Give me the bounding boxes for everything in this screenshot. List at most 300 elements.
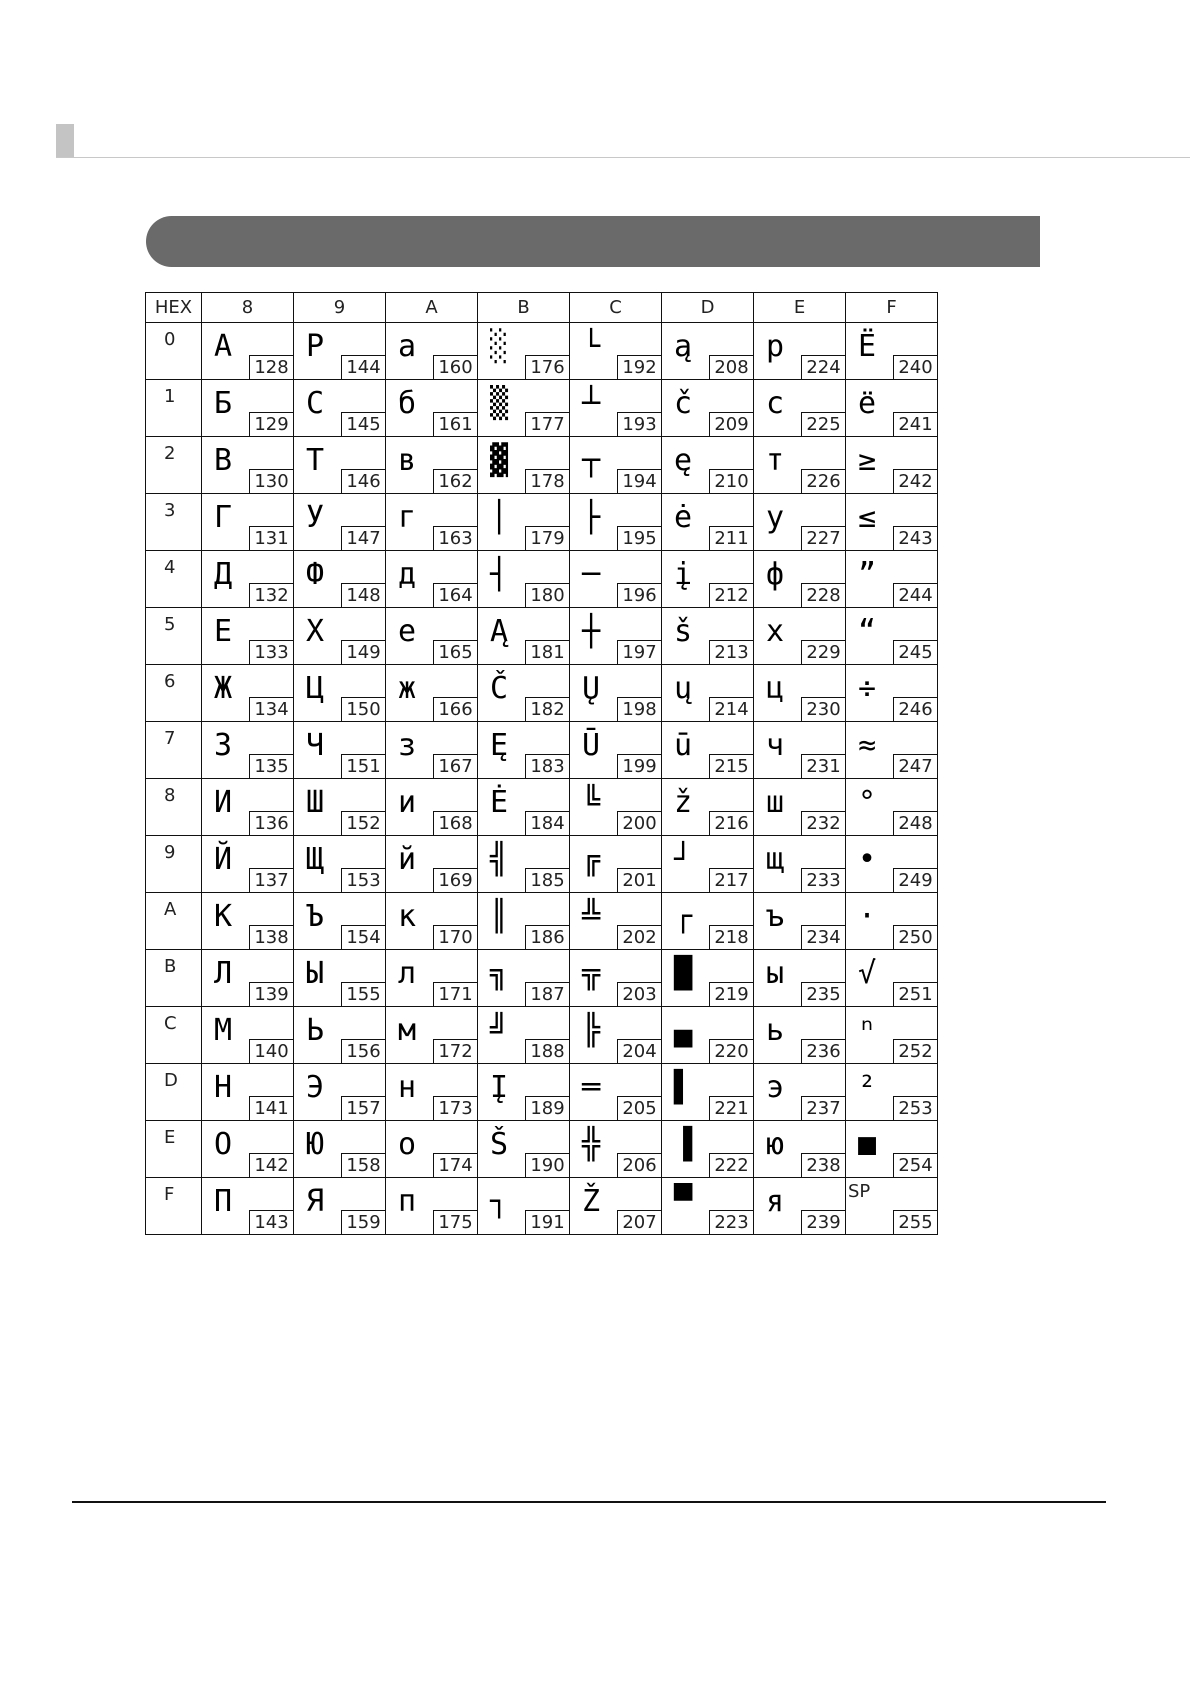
header-row — [146, 293, 938, 323]
char-cell — [662, 1178, 754, 1235]
char-code: 133 — [249, 640, 293, 664]
char-glyph: Н — [214, 1070, 233, 1105]
char-code: 132 — [249, 583, 293, 607]
char-cell — [662, 608, 754, 665]
char-code: 217 — [709, 868, 753, 892]
char-code: 237 — [801, 1096, 845, 1120]
char-glyph: ╣ — [490, 842, 509, 877]
char-glyph: Х — [306, 614, 325, 649]
char-glyph: Ą — [490, 614, 509, 649]
char-cell — [202, 1064, 294, 1121]
char-glyph: Ė — [490, 785, 509, 820]
char-cell — [570, 1121, 662, 1178]
char-glyph: Ф — [306, 557, 325, 592]
char-cell — [294, 779, 386, 836]
char-code: 171 — [433, 982, 477, 1006]
char-glyph: Й — [214, 842, 233, 877]
row-hex-label: 2 — [164, 443, 176, 464]
char-code: 215 — [709, 754, 753, 778]
char-code: 146 — [341, 469, 385, 493]
char-code: 164 — [433, 583, 477, 607]
char-glyph: │ — [490, 500, 509, 535]
char-glyph: į — [674, 557, 693, 592]
char-cell — [754, 836, 846, 893]
char-glyph: ф — [766, 557, 785, 592]
char-cell — [202, 722, 294, 779]
char-cell — [570, 1007, 662, 1064]
char-cell — [662, 893, 754, 950]
char-glyph: ┬ — [582, 443, 601, 478]
table-row — [146, 893, 938, 950]
char-glyph: ╦ — [582, 956, 601, 991]
char-code: 144 — [341, 355, 385, 379]
char-code: 223 — [709, 1210, 753, 1234]
char-code: 236 — [801, 1039, 845, 1063]
char-code: 179 — [525, 526, 569, 550]
char-code: 214 — [709, 697, 753, 721]
row-hex-label: 0 — [164, 329, 176, 350]
char-glyph: █ — [674, 956, 693, 991]
row-header — [146, 494, 202, 551]
char-cell — [478, 722, 570, 779]
char-code: 147 — [341, 526, 385, 550]
char-cell — [662, 665, 754, 722]
table-row — [146, 665, 938, 722]
char-glyph: и — [398, 785, 417, 820]
char-cell — [754, 665, 846, 722]
char-glyph: ъ — [766, 899, 785, 934]
row-hex-label: 3 — [164, 500, 176, 521]
char-cell — [754, 380, 846, 437]
char-cell — [846, 950, 938, 1007]
char-glyph: ║ — [490, 899, 509, 934]
char-code: 224 — [801, 355, 845, 379]
char-cell — [846, 665, 938, 722]
char-cell — [386, 1178, 478, 1235]
row-header — [146, 722, 202, 779]
char-cell — [570, 665, 662, 722]
char-cell — [386, 1121, 478, 1178]
char-cell — [478, 323, 570, 380]
char-glyph: а — [398, 329, 417, 364]
char-cell — [478, 1121, 570, 1178]
char-glyph: Ų — [582, 671, 601, 706]
char-code: 246 — [893, 697, 937, 721]
char-glyph: Ц — [306, 671, 325, 706]
char-code: 143 — [249, 1210, 293, 1234]
char-glyph: ╗ — [490, 956, 509, 991]
char-glyph: М — [214, 1013, 233, 1048]
char-glyph: Ь — [306, 1013, 325, 1048]
char-glyph: ■ — [858, 1127, 877, 1162]
char-cell — [202, 665, 294, 722]
char-cell — [754, 1064, 846, 1121]
char-cell — [570, 779, 662, 836]
char-glyph: ╠ — [582, 1013, 601, 1048]
column-header: E — [754, 293, 846, 323]
char-code: 149 — [341, 640, 385, 664]
char-glyph: р — [766, 329, 785, 364]
char-code: 219 — [709, 982, 753, 1006]
char-glyph: О — [214, 1127, 233, 1162]
char-code: 199 — [617, 754, 661, 778]
row-header — [146, 1064, 202, 1121]
char-cell — [386, 665, 478, 722]
char-glyph: ╬ — [582, 1127, 601, 1162]
char-code: 155 — [341, 982, 385, 1006]
char-code: 163 — [433, 526, 477, 550]
char-code: 168 — [433, 811, 477, 835]
char-glyph: ─ — [582, 557, 601, 592]
char-cell — [478, 608, 570, 665]
char-cell — [570, 722, 662, 779]
char-cell — [294, 893, 386, 950]
table-row — [146, 494, 938, 551]
char-glyph: Г — [214, 500, 233, 535]
char-code: 140 — [249, 1039, 293, 1063]
char-code: 138 — [249, 925, 293, 949]
row-header — [146, 323, 202, 380]
char-code: 196 — [617, 583, 661, 607]
char-glyph: ą — [674, 329, 693, 364]
char-cell — [202, 893, 294, 950]
char-code: 182 — [525, 697, 569, 721]
char-glyph: Я — [306, 1184, 325, 1219]
char-cell — [662, 1064, 754, 1121]
char-glyph: ° — [858, 785, 877, 820]
char-glyph: ┘ — [674, 842, 693, 877]
char-glyph: е — [398, 614, 417, 649]
char-code: 251 — [893, 982, 937, 1006]
row-hex-label: 9 — [164, 842, 176, 863]
char-cell — [662, 437, 754, 494]
row-header — [146, 437, 202, 494]
char-cell — [662, 779, 754, 836]
char-code: 166 — [433, 697, 477, 721]
char-code: 141 — [249, 1096, 293, 1120]
row-hex-label: 5 — [164, 614, 176, 635]
char-cell — [846, 551, 938, 608]
char-code: 150 — [341, 697, 385, 721]
character-code-table — [145, 292, 938, 1235]
table-row — [146, 608, 938, 665]
char-cell — [386, 779, 478, 836]
char-code: 181 — [525, 640, 569, 664]
char-cell — [202, 323, 294, 380]
char-glyph: Ш — [306, 785, 325, 820]
char-glyph: ╩ — [582, 899, 601, 934]
char-code: 130 — [249, 469, 293, 493]
char-cell — [662, 1007, 754, 1064]
char-cell — [386, 1064, 478, 1121]
char-code: 205 — [617, 1096, 661, 1120]
char-glyph: Р — [306, 329, 325, 364]
char-code: 162 — [433, 469, 477, 493]
char-cell — [478, 665, 570, 722]
char-code: 185 — [525, 868, 569, 892]
char-cell — [386, 551, 478, 608]
char-glyph: Į — [490, 1070, 509, 1105]
char-glyph: А — [214, 329, 233, 364]
hex-corner-label: HEX — [146, 293, 202, 323]
char-glyph: у — [766, 500, 785, 535]
char-glyph: ж — [398, 671, 417, 706]
char-code: 239 — [801, 1210, 845, 1234]
char-code: 191 — [525, 1210, 569, 1234]
table-row — [146, 836, 938, 893]
char-cell — [478, 1007, 570, 1064]
char-cell — [662, 836, 754, 893]
char-code: 193 — [617, 412, 661, 436]
char-cell — [570, 380, 662, 437]
char-cell — [478, 1178, 570, 1235]
char-glyph: Ū — [582, 728, 601, 763]
char-cell — [754, 551, 846, 608]
char-glyph: ų — [674, 671, 693, 706]
char-glyph: т — [766, 443, 785, 478]
column-header: D — [662, 293, 754, 323]
char-code: 176 — [525, 355, 569, 379]
char-cell — [846, 1178, 938, 1235]
char-cell — [570, 950, 662, 1007]
char-code: 169 — [433, 868, 477, 892]
char-cell — [478, 494, 570, 551]
table-row — [146, 1064, 938, 1121]
char-code: 218 — [709, 925, 753, 949]
char-cell — [570, 836, 662, 893]
char-glyph: Э — [306, 1070, 325, 1105]
char-cell — [202, 551, 294, 608]
char-cell — [570, 494, 662, 551]
char-code: 180 — [525, 583, 569, 607]
char-cell — [570, 323, 662, 380]
char-glyph: ≈ — [858, 728, 877, 763]
char-code: 242 — [893, 469, 937, 493]
char-cell — [754, 437, 846, 494]
char-code: 203 — [617, 982, 661, 1006]
row-hex-label: F — [164, 1184, 175, 1205]
char-code: 148 — [341, 583, 385, 607]
char-glyph: ² — [858, 1070, 877, 1105]
char-code: 154 — [341, 925, 385, 949]
char-glyph: ╔ — [582, 842, 601, 877]
table-row — [146, 380, 938, 437]
char-glyph: ▌ — [674, 1070, 693, 1105]
table-row — [146, 722, 938, 779]
char-code: 183 — [525, 754, 569, 778]
char-cell — [202, 1007, 294, 1064]
char-code: 211 — [709, 526, 753, 550]
row-header — [146, 551, 202, 608]
table-row — [146, 1121, 938, 1178]
row-header — [146, 1121, 202, 1178]
char-code: 254 — [893, 1153, 937, 1177]
char-code: 201 — [617, 868, 661, 892]
table-row — [146, 779, 938, 836]
char-glyph: В — [214, 443, 233, 478]
row-header — [146, 950, 202, 1007]
char-cell — [202, 437, 294, 494]
char-glyph: з — [398, 728, 417, 763]
char-code: 151 — [341, 754, 385, 778]
section-rule — [56, 157, 1190, 158]
char-glyph: ё — [858, 386, 877, 421]
char-code: 174 — [433, 1153, 477, 1177]
char-glyph: Č — [490, 671, 509, 706]
char-glyph: ▄ — [674, 1013, 693, 1048]
char-glyph: Ъ — [306, 899, 325, 934]
char-glyph: ┤ — [490, 557, 509, 592]
char-code: 135 — [249, 754, 293, 778]
char-cell — [386, 950, 478, 1007]
char-glyph: “ — [858, 614, 877, 649]
char-cell — [294, 323, 386, 380]
char-glyph: х — [766, 614, 785, 649]
char-cell — [846, 893, 938, 950]
char-cell — [294, 437, 386, 494]
char-code: 245 — [893, 640, 937, 664]
char-code: 128 — [249, 355, 293, 379]
char-code: 129 — [249, 412, 293, 436]
char-glyph: К — [214, 899, 233, 934]
row-header — [146, 1178, 202, 1235]
char-code: 139 — [249, 982, 293, 1006]
char-code: 172 — [433, 1039, 477, 1063]
char-cell — [478, 950, 570, 1007]
char-code: 167 — [433, 754, 477, 778]
row-hex-label: B — [164, 956, 177, 977]
char-code: 202 — [617, 925, 661, 949]
row-hex-label: 8 — [164, 785, 176, 806]
char-glyph: š — [674, 614, 693, 649]
char-glyph: н — [398, 1070, 417, 1105]
row-header — [146, 1007, 202, 1064]
char-code: 189 — [525, 1096, 569, 1120]
char-cell — [386, 893, 478, 950]
char-cell — [386, 722, 478, 779]
char-glyph: Ж — [214, 671, 233, 706]
char-glyph: У — [306, 500, 325, 535]
char-glyph: ÷ — [858, 671, 877, 706]
char-glyph: • — [858, 842, 877, 877]
char-cell — [662, 551, 754, 608]
char-code: 213 — [709, 640, 753, 664]
char-cell — [478, 836, 570, 893]
char-cell — [846, 1064, 938, 1121]
char-glyph: └ — [582, 329, 601, 364]
char-cell — [846, 323, 938, 380]
table-row — [146, 1007, 938, 1064]
row-hex-label: 7 — [164, 728, 176, 749]
table-row — [146, 437, 938, 494]
char-glyph: ╝ — [490, 1013, 509, 1048]
char-code: 142 — [249, 1153, 293, 1177]
char-glyph: · — [858, 899, 877, 934]
char-glyph: Ч — [306, 728, 325, 763]
char-glyph: З — [214, 728, 233, 763]
char-glyph: Щ — [306, 842, 325, 877]
char-code: 212 — [709, 583, 753, 607]
char-code: 208 — [709, 355, 753, 379]
char-glyph: ė — [674, 500, 693, 535]
char-cell — [846, 608, 938, 665]
char-cell — [202, 494, 294, 551]
char-code: 195 — [617, 526, 661, 550]
char-glyph: ≥ — [858, 443, 877, 478]
char-glyph: ю — [766, 1127, 785, 1162]
char-glyph: Ę — [490, 728, 509, 763]
char-cell — [294, 950, 386, 1007]
section-marker — [56, 124, 74, 158]
char-code: 134 — [249, 697, 293, 721]
row-hex-label: 1 — [164, 386, 176, 407]
char-glyph: к — [398, 899, 417, 934]
char-glyph: Ы — [306, 956, 325, 991]
char-code: 232 — [801, 811, 845, 835]
char-code: 247 — [893, 754, 937, 778]
char-glyph: м — [398, 1013, 417, 1048]
char-glyph: ы — [766, 956, 785, 991]
char-code: 250 — [893, 925, 937, 949]
char-glyph: Т — [306, 443, 325, 478]
footer-rule — [72, 1501, 1106, 1503]
char-glyph: ь — [766, 1013, 785, 1048]
column-header: A — [386, 293, 478, 323]
char-cell — [662, 323, 754, 380]
char-code: 234 — [801, 925, 845, 949]
char-code: 225 — [801, 412, 845, 436]
char-code: 160 — [433, 355, 477, 379]
char-code: 210 — [709, 469, 753, 493]
row-hex-label: E — [164, 1127, 176, 1148]
char-cell — [846, 437, 938, 494]
char-glyph: ц — [766, 671, 785, 706]
char-cell — [386, 323, 478, 380]
char-code: 241 — [893, 412, 937, 436]
char-code: 209 — [709, 412, 753, 436]
column-header: C — [570, 293, 662, 323]
char-cell — [570, 1064, 662, 1121]
row-header — [146, 779, 202, 836]
char-glyph: ┴ — [582, 386, 601, 421]
char-glyph: Š — [490, 1127, 509, 1162]
char-code: 157 — [341, 1096, 385, 1120]
char-cell — [570, 608, 662, 665]
char-cell — [386, 380, 478, 437]
char-glyph: √ — [858, 956, 877, 991]
char-code: 178 — [525, 469, 569, 493]
column-header: 9 — [294, 293, 386, 323]
char-cell — [662, 1121, 754, 1178]
char-code: 170 — [433, 925, 477, 949]
char-cell — [754, 779, 846, 836]
row-hex-label: 4 — [164, 557, 176, 578]
row-hex-label: D — [164, 1070, 178, 1091]
char-cell — [846, 722, 938, 779]
char-cell — [386, 836, 478, 893]
char-code: 194 — [617, 469, 661, 493]
char-glyph: ═ — [582, 1070, 601, 1105]
char-cell — [662, 950, 754, 1007]
char-code: 175 — [433, 1210, 477, 1234]
char-code: 131 — [249, 526, 293, 550]
table-row — [146, 323, 938, 380]
char-glyph: Ё — [858, 329, 877, 364]
char-cell — [294, 1007, 386, 1064]
char-glyph: о — [398, 1127, 417, 1162]
char-glyph: ш — [766, 785, 785, 820]
char-glyph: ” — [858, 557, 877, 592]
